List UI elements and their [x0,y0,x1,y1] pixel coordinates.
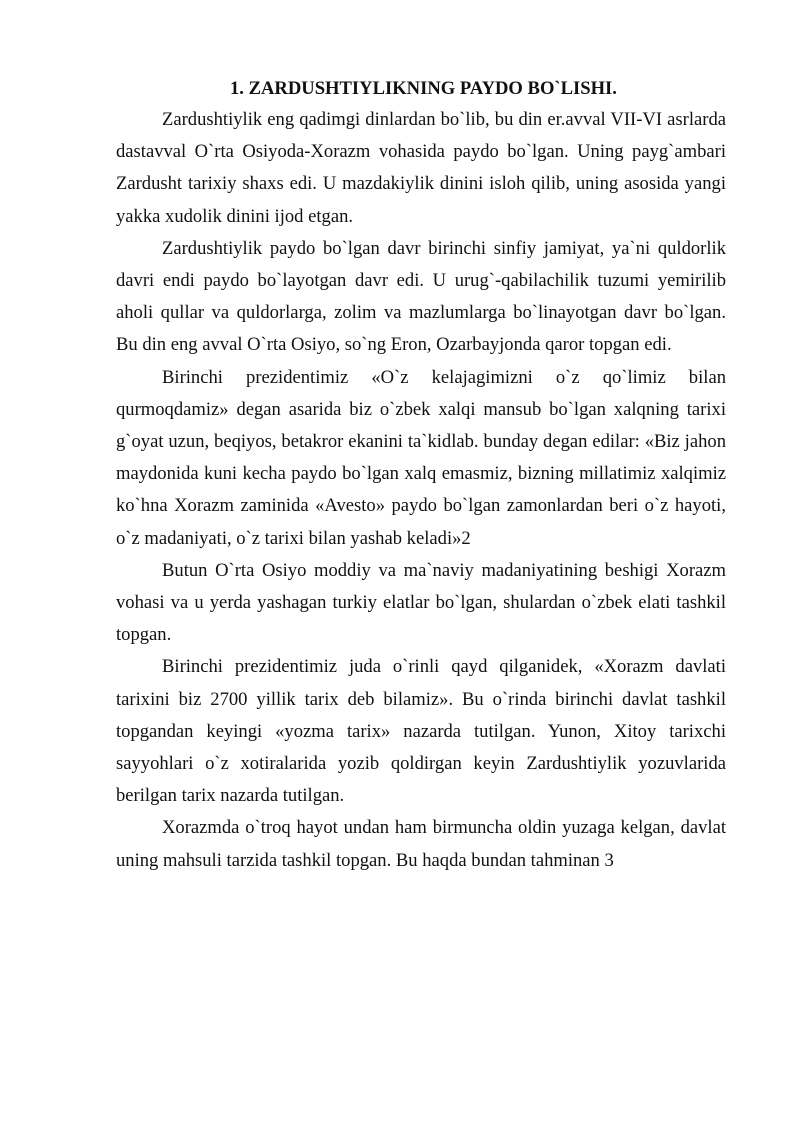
paragraph-6: Xorazmda o`troq hayot undan ham birmuncha oldin yuzaga kelgan, davlat uning mahsuli tarzida tashkil topgan. Bu haqda bundan tahminan 3 [116,817,726,871]
paragraph-3: Birinchi prezidentimiz «O`z kelajagimizni o`z qo`limiz bilan qurmoqdamiz» degan asarida biz o`zbek xalqi mansub bo`lgan xalqning tarixi g`oyat uzun, beqiyos, betakror ekanini ta`kidlab. bunday degan edilar: «Biz jahon maydonida kuni kecha paydo bo`lgan xalq emasmiz, bizning millatimiz xalqimiz ko`hna Xorazm zaminida «Avesto» paydo bo`lgan zamonlardan beri o`z hayoti, o`z madaniyati, o`z tarixi bilan yashab keladi»2 [116,366,726,549]
paragraph-1: Zardushtiylik eng qadimgi dinlardan bo`lib, bu din er.avval VII-VI asrlarda dastavval O`rta Osiyoda-Xorazm vohasida paydo bo`lgan. Uning payg`ambari Zardusht tarixiy shaxs edi. U mazdakiylik dinini isloh qilib, uning asosida yangi yakka xudolik dinini ijod etgan. [116,109,726,227]
paragraph-2: Zardushtiylik paydo bo`lgan davr birinchi sinfiy jamiyat, ya`ni quldorlik davri endi paydo bo`layotgan davr edi. U urug`-qabilachilik tuzumi yemirilib aholi qullar va quldorlarga, zolim va mazlumlarga bo`linayotgan davr bo`lgan. Bu din eng avval O`rta Osiyo, so`ng Eron, Ozarbayjonda qaror topgan edi. [116,237,726,356]
paragraph-5: Birinchi prezidentimiz juda o`rinli qayd qilganidek, «Xorazm davlati tarixini biz 2700 yillik tarix deb bilamiz». Bu o`rinda birinchi davlat tashkil topgandan keyingi «yozma tarix» nazarda tutilgan. Yunon, Xitoy tarixchi sayyohlari o`z xotiralarida yozib qoldirgan keyin Zardushtiylik yozuvlarida berilgan tarix nazarda tutilgan. [116,656,726,807]
paragraph-4: Butun O`rta Osiyo moddiy va ma`naviy madaniyatining beshigi Xorazm vohasi va u yerda yashagan turkiy elatlar bo`lgan, shulardan o`zbek elati tashkil topgan. [116,559,726,646]
section-heading: 1. ZARDUSHTIYLIKNING PAYDO BO`LISHI. [230,78,617,99]
document-body [116,74,726,877]
